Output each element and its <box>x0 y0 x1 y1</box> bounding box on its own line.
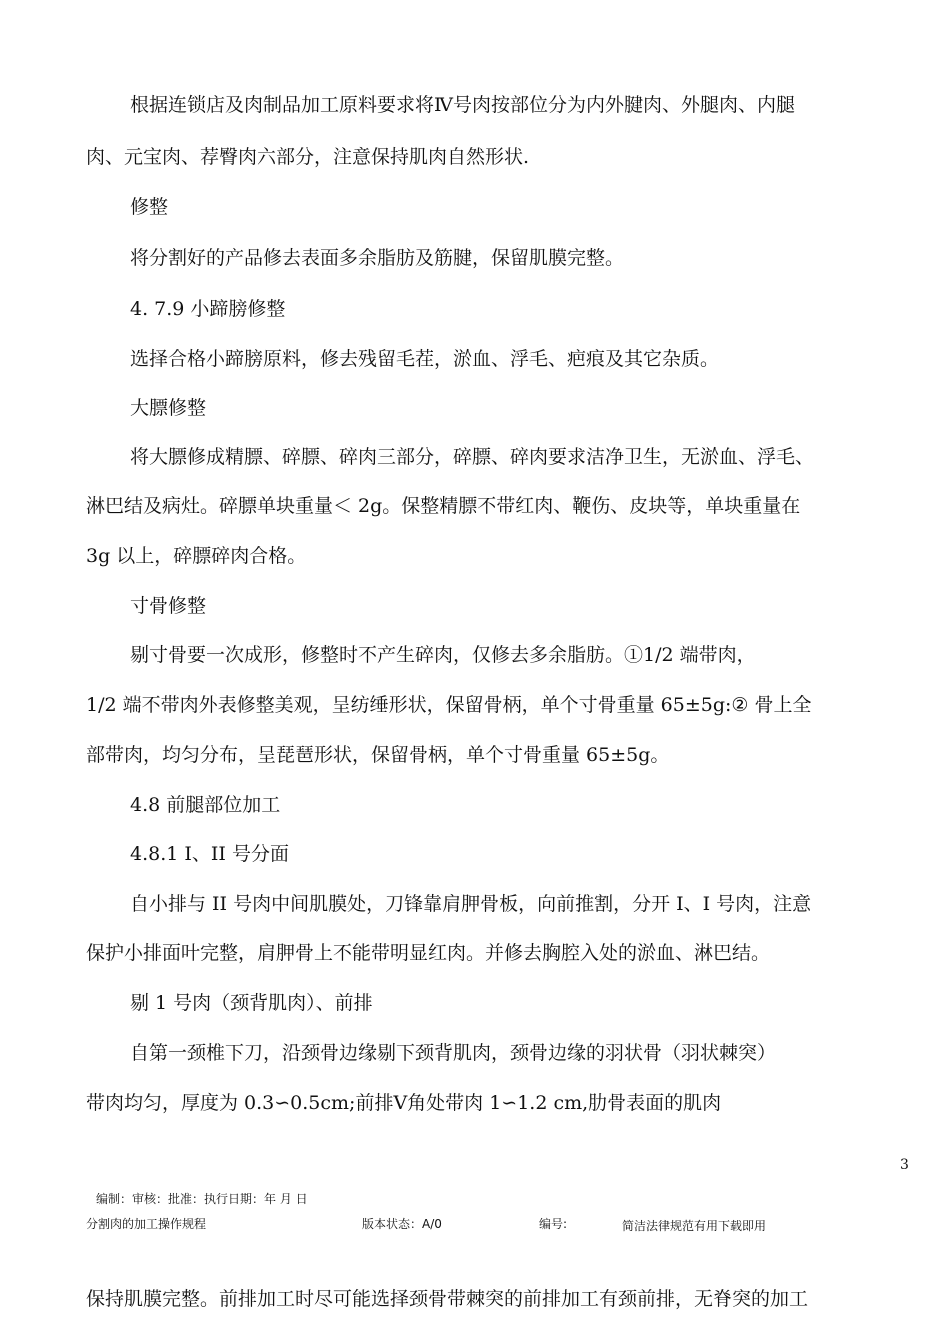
section-heading: 寸骨修整 <box>130 595 207 617</box>
body-line: 自小排与 II 号肉中间肌膜处，刀锋靠肩胛骨板，向前推割，分开 I、I 号肉，注意 <box>130 893 812 915</box>
section-heading: 剔 1 号肉（颈背肌肉）、前排 <box>130 992 373 1014</box>
body-line: 将大膘修成精膘、碎膘、碎肉三部分，碎膘、碎肉要求洁净卫生，无淤血、浮毛、 <box>130 446 815 468</box>
footer-version-status: 版本状态：A/0 <box>362 1217 442 1231</box>
body-line: 1/2 端不带肉外表修整美观，呈纺缍形状，保留骨柄，单个寸骨重量 65±5g:② 骨上全 <box>86 694 812 716</box>
section-heading: 大膘修整 <box>130 397 207 419</box>
body-line: 肉、元宝肉、荐臀肉六部分，注意保持肌肉自然形状. <box>86 146 530 168</box>
body-line: 根据连锁店及肉制品加工原料要求将Ⅳ号肉按部位分为内外腱肉、外腿肉、内腿 <box>130 94 795 116</box>
section-heading: 4.8.1 I、II 号分面 <box>130 843 289 865</box>
section-heading: 修整 <box>130 196 169 218</box>
footer-slogan: 简洁法律规范有用下载即用 <box>622 1219 767 1233</box>
section-heading: 4.8 前腿部位加工 <box>130 794 281 816</box>
body-line: 将分割好的产品修去表面多余脂肪及筋腱，保留肌膜完整。 <box>130 247 625 269</box>
footer-number-label: 编号: <box>539 1217 568 1231</box>
body-line: 淋巴结及病灶。碎膘单块重量＜ 2g。保整精膘不带红肉、鞭伤、皮块等，单块重量在 <box>86 495 801 517</box>
footer-document-title: 分割肉的加工操作规程 <box>86 1217 207 1231</box>
body-line: 部带肉，均匀分布，呈琵琶形状，保留骨柄，单个寸骨重量 65±5g。 <box>86 744 670 766</box>
continuation-line: 保持肌膜完整。前排加工时尽可能选择颈骨带棘突的前排加工有颈前排，无脊突的加工 <box>86 1288 809 1310</box>
body-line: 剔寸骨要一次成形，修整时不产生碎肉，仅修去多余脂肪。①1/2 端带肉， <box>130 644 756 666</box>
section-heading: 4. 7.9 小蹄膀修整 <box>130 298 286 320</box>
body-line: 保护小排面叶完整，肩胛骨上不能带明显红肉。并修去胸腔入处的淤血、淋巴结。 <box>86 942 771 964</box>
body-line: 选择合格小蹄膀原料，修去残留毛茬，淤血、浮毛、疤痕及其它杂质。 <box>130 348 720 370</box>
footer-approval-line: 编制：审核：批准：执行日期：年 月 日 <box>96 1192 308 1206</box>
body-line: 带肉均匀，厚度为 0.3∽0.5cm;前排Ⅴ角处带肉 1∽1.2 cm,肋骨表面的肌肉 <box>86 1092 722 1114</box>
body-line: 3g 以上，碎膘碎肉合格。 <box>86 545 307 567</box>
page-number: 3 <box>900 1157 909 1173</box>
body-line: 自第一颈椎下刀，沿颈骨边缘剔下颈背肌肉，颈骨边缘的羽状骨（羽状棘突） <box>130 1042 777 1064</box>
